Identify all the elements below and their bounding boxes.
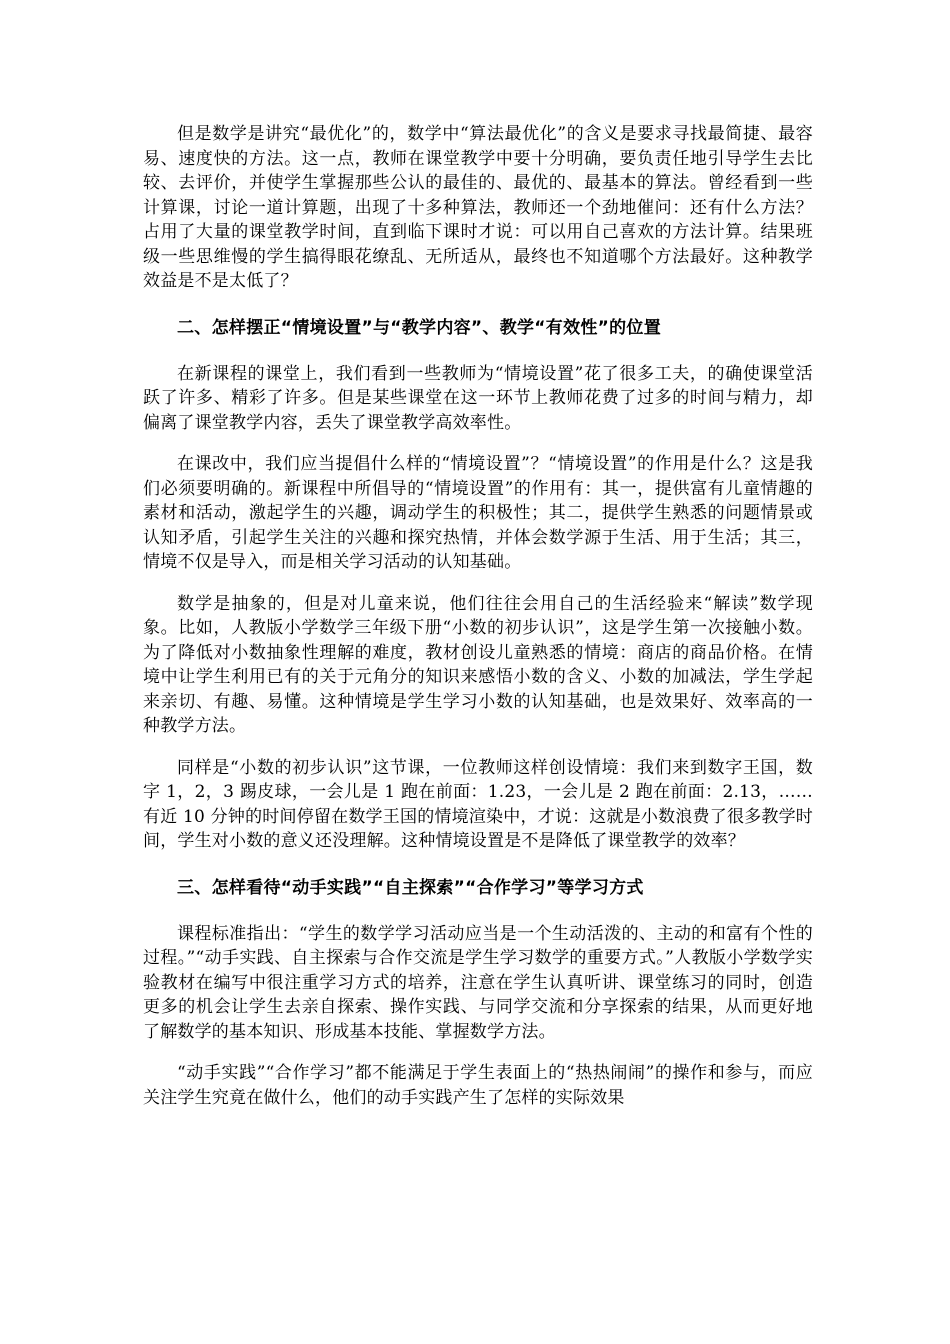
spacer	[143, 294, 813, 316]
spacer	[143, 739, 813, 756]
spacer	[143, 900, 813, 922]
spacer	[143, 435, 813, 452]
paragraph-math-abstract: 数学是抽象的，但是对儿童来说，他们往往会用自己的生活经验来“解读”数学现象。比如，人教版小学数学三年级下册“小数的初步认识”，这是学生第一次接触小数。为了降低对小数抽象性理解的难度，教材创设儿童熟悉的情境：商店的商品价格。在情境中让学生利用已有的关于元角分的知识来感悟小数的含义、小数的加减法，学生学起来亲切、有趣、易懂。这种情境是学生学习小数的认知基础，也是效果好、效率高的一种教学方法。	[143, 593, 813, 736]
paragraph-optimal-algorithm: 但是数学是讲究“最优化”的，数学中“算法最优化”的含义是要求寻找最简捷、最容易、速度快的方法。这一点，教师在课堂教学中要十分明确，要负责任地引导学生去比较、去评价，并使学生掌握那些公认的最佳的、最优的、最基本的算法。曾经看到一些计算课，讨论一道计算题，出现了十多种算法，教师还一个劲地催问：还有什么方法？占用了大量的课堂教学时间，直到临下课时才说：可以用自己喜欢的方法计算。结果班级一些思维慢的学生搞得眼花缭乱、无所适从，最终也不知道哪个方法最好。这种教学效益是不是太低了？	[143, 124, 813, 291]
spacer	[143, 1044, 813, 1061]
spacer	[143, 854, 813, 876]
paragraph-hands-on-practice: “动手实践”“合作学习”都不能满足于学生表面上的“热热闹闹”的操作和参与，而应关注学生究竟在做什么，他们的动手实践产生了怎样的实际效果	[143, 1063, 813, 1108]
document-page	[143, 122, 813, 1110]
spacer	[143, 575, 813, 592]
paragraph-decimal-lesson: 同样是“小数的初步认识”这节课，一位教师这样创设情境：我们来到数字王国，数字 1，2，3 踢皮球，一会儿是 1 跑在前面：1.23，一会儿是 2 跑在前面：2.13，……有近 10 分钟的时间停留在数学王国的情境渲染中，才说：这就是小数浪费了很多教学时间，学生对小数的意义还没理解。这种情境设置是不是降低了课堂教学的效率？	[143, 757, 813, 851]
spacer	[143, 340, 813, 362]
paragraph-new-curriculum: 在新课程的课堂上，我们看到一些教师为“情境设置”花了很多工夫，的确使课堂活跃了许多、精彩了许多。但是某些课堂在这一环节上教师花费了过多的时间与精力，却偏离了课堂教学内容，丢失了课堂教学高效率性。	[143, 363, 813, 433]
paragraph-situation-role: 在课改中，我们应当提倡什么样的“情境设置”？“情境设置”的作用是什么？这是我们必须要明确的。新课程中所倡导的“情境设置”的作用有：其一，提供富有儿童情趣的素材和活动，激起学生的兴趣，调动学生的积极性；其二，提供学生熟悉的问题情景或认知矛盾，引起学生关注的兴趣和探究热情，并体会数学源于生活、用于生活；其三，情境不仅是导入，而是相关学习活动的认知基础。	[143, 454, 813, 572]
section-heading-two: 二、怎样摆正“情境设置”与“教学内容”、教学“有效性”的位置	[177, 317, 662, 338]
paragraph-curriculum-standard: 课程标准指出：“学生的数学学习活动应当是一个生动活泼的、主动的和富有个性的过程。”“动手实践、自主探索与合作交流是学生学习数学的重要方式。”人教版小学数学实验教材在编写中很注重学习方式的培养，注意在学生认真听讲、课堂练习的同时，创造更多的机会让学生去亲自探索、操作实践、与同学交流和分享探索的结果，从而更好地了解数学的基本知识、形成基本技能、掌握数学方法。	[143, 923, 813, 1042]
section-heading-three: 三、怎样看待“动手实践”“自主探索”“合作学习”等学习方式	[177, 877, 644, 898]
